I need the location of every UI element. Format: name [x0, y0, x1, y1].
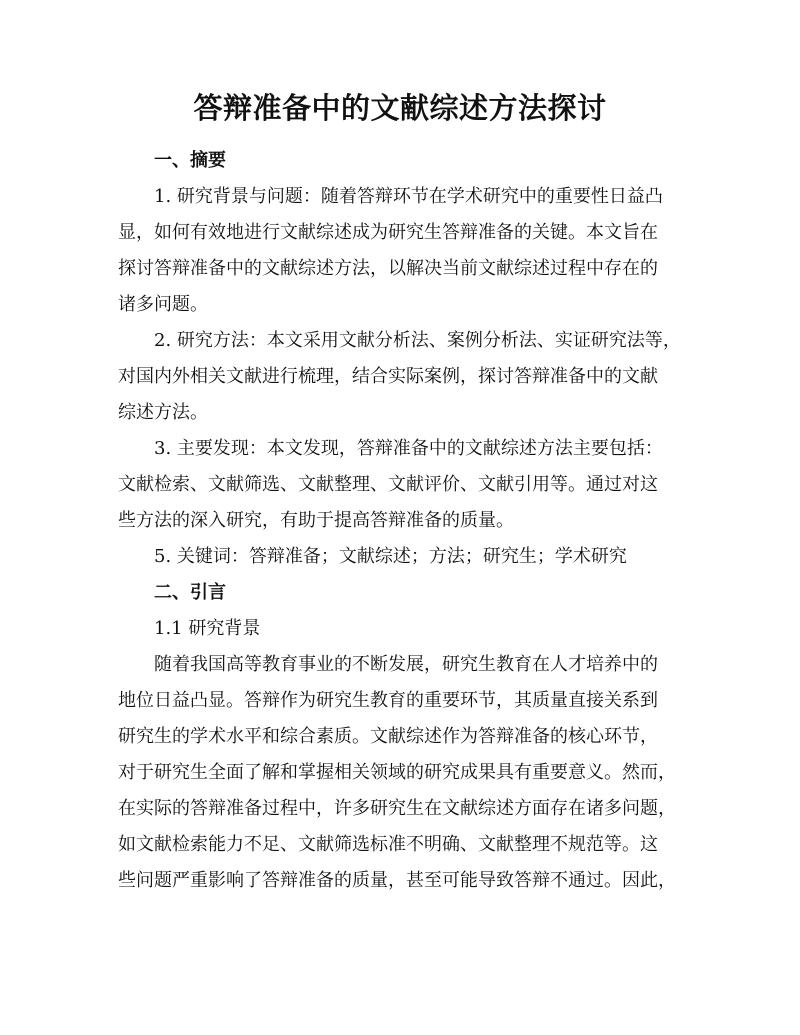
section-heading-introduction: 二、引言	[154, 582, 226, 603]
text-line: 探讨答辩准备中的文献综述方法，以解决当前文献综述过程中存在的	[118, 258, 658, 279]
text-line: 对于研究生全面了解和掌握相关领域的研究成果具有重要意义。然而，	[118, 762, 676, 783]
text-line: 2. 研究方法：本文采用文献分析法、案例分析法、实证研究法等，	[154, 330, 681, 351]
document-body	[118, 143, 688, 899]
text-line: 对国内外相关文献进行梳理，结合实际案例，探讨答辩准备中的文献	[118, 366, 658, 387]
text-line: 3. 主要发现：本文发现，答辩准备中的文献综述方法主要包括：	[154, 438, 663, 459]
section-heading-abstract: 一、摘要	[154, 150, 226, 171]
text-line: 综述方法。	[118, 402, 208, 423]
document-title: 答辩准备中的文献综述方法探讨	[193, 91, 607, 125]
introduction-paragraph	[118, 647, 688, 899]
text-line: 随着我国高等教育事业的不断发展，研究生教育在人才培养中的	[154, 654, 658, 675]
text-line: 研究生的学术水平和综合素质。文献综述作为答辩准备的核心环节，	[118, 726, 658, 747]
text-line: 些问题严重影响了答辩准备的质量，甚至可能导致答辩不通过。因此，	[118, 870, 676, 891]
text-line: 如文献检索能力不足、文献筛选标准不明确、文献整理不规范等。这	[118, 834, 658, 855]
subsection-heading-background: 1.1 研究背景	[154, 618, 261, 639]
text-line: 些方法的深入研究，有助于提高答辩准备的质量。	[118, 510, 514, 531]
text-line: 在实际的答辩准备过程中，许多研究生在文献综述方面存在诸多问题，	[118, 798, 676, 819]
abstract-paragraph-background	[118, 179, 688, 323]
abstract-paragraph-keywords	[118, 539, 688, 575]
text-line: 5. 关键词：答辩准备；文献综述；方法；研究生；学术研究	[154, 546, 627, 567]
text-line: 1. 研究背景与问题：随着答辩环节在学术研究中的重要性日益凸	[154, 186, 663, 207]
text-line: 诸多问题。	[118, 294, 208, 315]
abstract-paragraph-findings	[118, 431, 688, 539]
text-line: 文献检索、文献筛选、文献整理、文献评价、文献引用等。通过对这	[118, 474, 658, 495]
text-line: 显，如何有效地进行文献综述成为研究生答辩准备的关键。本文旨在	[118, 222, 658, 243]
text-line: 地位日益凸显。答辩作为研究生教育的重要环节，其质量直接关系到	[118, 690, 658, 711]
abstract-paragraph-method	[118, 323, 688, 431]
